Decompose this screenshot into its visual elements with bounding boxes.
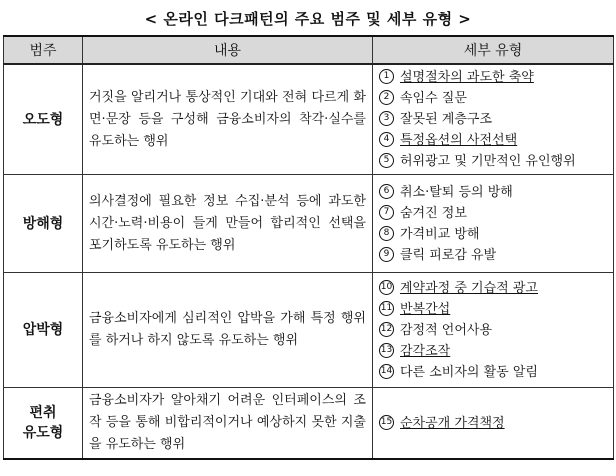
item-text: 다른 소비자의 활동 알림 bbox=[400, 364, 538, 380]
item-text: 허위광고 및 기만적인 유인행위 bbox=[400, 154, 576, 169]
list-item bbox=[379, 320, 607, 341]
category-cell: 오도형 bbox=[4, 64, 83, 175]
description-cell: 거짓을 알리거나 통상적인 기대와 전혀 다르게 화면·문장 등을 구성해 금융소비자의 착각·실수를 유도하는 행위 bbox=[83, 64, 373, 175]
circled-number: 4 bbox=[379, 132, 394, 147]
circled-number: 5 bbox=[379, 153, 394, 168]
category-line: 유도형 bbox=[22, 425, 64, 441]
circled-number: 1 bbox=[379, 69, 394, 84]
details-cell bbox=[373, 388, 614, 460]
circled-number: 11 bbox=[379, 301, 394, 316]
list-item bbox=[379, 151, 607, 172]
table-title: < 온라인 다크패턴의 주요 범주 및 세부 유형 > bbox=[144, 10, 472, 28]
circled-number: 2 bbox=[379, 90, 394, 105]
item-text: 설명절차의 과도한 축약 bbox=[400, 70, 534, 85]
item-text: 반복간섭 bbox=[400, 301, 451, 317]
circled-number: 8 bbox=[379, 226, 394, 241]
circled-number: 3 bbox=[379, 111, 394, 126]
list-item bbox=[379, 341, 607, 362]
category-line: 편취 bbox=[29, 405, 57, 421]
list-item bbox=[379, 224, 607, 245]
circled-number: 7 bbox=[379, 205, 394, 220]
item-text: 순차공개 가격책정 bbox=[400, 415, 505, 431]
category-cell: 방해형 bbox=[4, 175, 83, 273]
item-text: 감정적 언어사용 bbox=[400, 322, 493, 338]
category-cell bbox=[4, 388, 83, 460]
circled-number: 10 bbox=[379, 280, 394, 295]
list-item bbox=[379, 88, 607, 109]
table-row bbox=[4, 388, 614, 460]
item-text: 가격비교 방해 bbox=[400, 226, 480, 242]
list-item bbox=[379, 413, 607, 434]
list-item bbox=[379, 245, 607, 266]
table-row bbox=[4, 64, 614, 175]
description-cell: 금융소비자가 알아채기 어려운 인터페이스의 조작 등을 통해 비합리적이거나 예상하지 못한 지출을 유도하는 행위 bbox=[83, 388, 373, 460]
circled-number: 15 bbox=[379, 415, 394, 430]
category-cell: 압박형 bbox=[4, 273, 83, 388]
list-item bbox=[379, 67, 607, 88]
header-details: 세부 유형 bbox=[373, 36, 614, 64]
circled-number: 9 bbox=[379, 247, 394, 262]
item-text: 클릭 피로감 유발 bbox=[400, 247, 497, 263]
list-item bbox=[379, 278, 607, 299]
item-text: 숨겨진 정보 bbox=[400, 205, 467, 221]
circled-number: 13 bbox=[379, 343, 394, 358]
item-text: 계약과정 중 기습적 광고 bbox=[400, 280, 538, 296]
description-cell: 금융소비자에게 심리적인 압박을 가해 특정 행위를 하거나 하지 않도록 유도하는 행위 bbox=[83, 273, 373, 388]
table-row bbox=[4, 175, 614, 273]
circled-number: 14 bbox=[379, 364, 394, 379]
item-text: 잘못된 계층구조 bbox=[400, 112, 493, 127]
details-cell bbox=[373, 273, 614, 388]
header-category: 범주 bbox=[4, 36, 83, 64]
circled-number: 12 bbox=[379, 322, 394, 337]
dark-pattern-table bbox=[3, 35, 614, 460]
header-content: 내용 bbox=[83, 36, 373, 64]
description-cell: 의사결정에 필요한 정보 수집·분석 등에 과도한 시간·노력·비용이 들게 만들어 합리적인 선택을 포기하도록 유도하는 행위 bbox=[83, 175, 373, 273]
item-text: 특정옵션의 사전선택 bbox=[400, 133, 518, 148]
item-text: 감각조작 bbox=[400, 343, 451, 359]
list-item bbox=[379, 109, 607, 130]
circled-number: 6 bbox=[379, 184, 394, 199]
item-text: 취소·탈퇴 등의 방해 bbox=[400, 184, 513, 200]
list-item bbox=[379, 362, 607, 383]
details-cell bbox=[373, 64, 614, 175]
list-item bbox=[379, 203, 607, 224]
list-item bbox=[379, 182, 607, 203]
table-row bbox=[4, 273, 614, 388]
header-row bbox=[4, 36, 614, 64]
list-item bbox=[379, 130, 607, 151]
details-cell bbox=[373, 175, 614, 273]
list-item bbox=[379, 299, 607, 320]
item-text: 속임수 질문 bbox=[400, 91, 467, 106]
